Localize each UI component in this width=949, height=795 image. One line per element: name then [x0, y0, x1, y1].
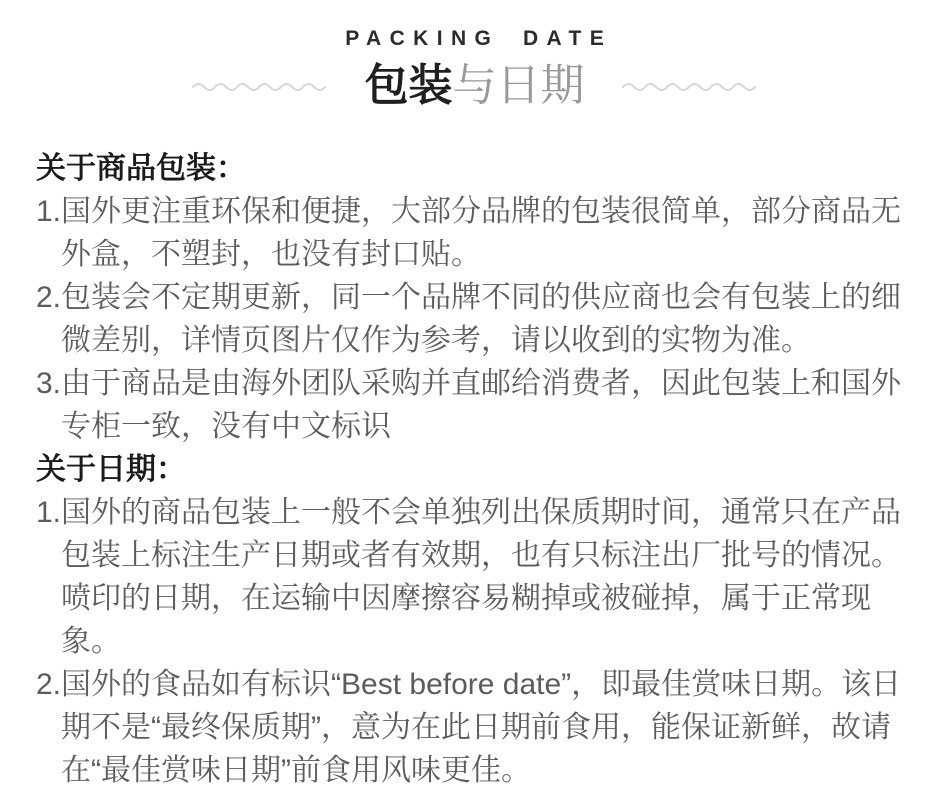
- item-marker: 2.: [36, 281, 62, 314]
- item-marker: 1.: [36, 195, 62, 228]
- item-marker: 2.: [36, 668, 62, 701]
- item-marker: 1.: [36, 496, 62, 529]
- section-packaging: [36, 147, 913, 448]
- title-primary: 包装: [364, 60, 453, 110]
- item-text: 包装会不定期更新，同一个品牌不同的供应商也会有包装上的细微差别，详情页图片仅作为参考，请以收到的实物为准。: [61, 281, 902, 357]
- title-row: [0, 57, 949, 115]
- item-text: 国外更注重环保和便捷，大部分品牌的包装很简单，部分商品无外盒，不塑封，也没有封口贴。: [61, 195, 902, 271]
- title-secondary: 与日期: [452, 60, 585, 110]
- item-text: 由于商品是由海外团队采购并直邮给消费者，因此包装上和国外专柜一致，没有中文标识: [61, 367, 902, 443]
- eyebrow-title: PACKING DATE: [345, 27, 613, 50]
- section-heading-dates: 关于日期：: [36, 453, 186, 486]
- wave-decoration-right: [621, 79, 759, 93]
- list-item: [36, 362, 913, 448]
- panel-header: [0, 27, 949, 115]
- list-item: [36, 276, 913, 362]
- packing-date-panel: [0, 27, 949, 795]
- page-title: [365, 62, 585, 110]
- list-item: [36, 491, 913, 663]
- item-marker: 3.: [36, 367, 62, 400]
- section-dates: [36, 448, 913, 792]
- list-item: [36, 663, 913, 792]
- item-text: 国外的食品如有标识“Best before date”，即最佳赏味日期。该日期不是“最终保质期”，意为在此日期前食用，能保证新鲜，故请在“最佳赏味日期”前食用风味更佳。: [61, 668, 902, 787]
- item-text: 国外的商品包装上一般不会单独列出保质期时间，通常只在产品包装上标注生产日期或者有效期，也有只标注出厂批号的情况。喷印的日期，在运输中因摩擦容易糊掉或被碰掉，属于正常现象。: [61, 496, 902, 658]
- list-item: [36, 190, 913, 276]
- section-heading-packaging: 关于商品包装：: [36, 152, 246, 185]
- wave-decoration-left: [191, 79, 329, 93]
- panel-content: [0, 115, 949, 792]
